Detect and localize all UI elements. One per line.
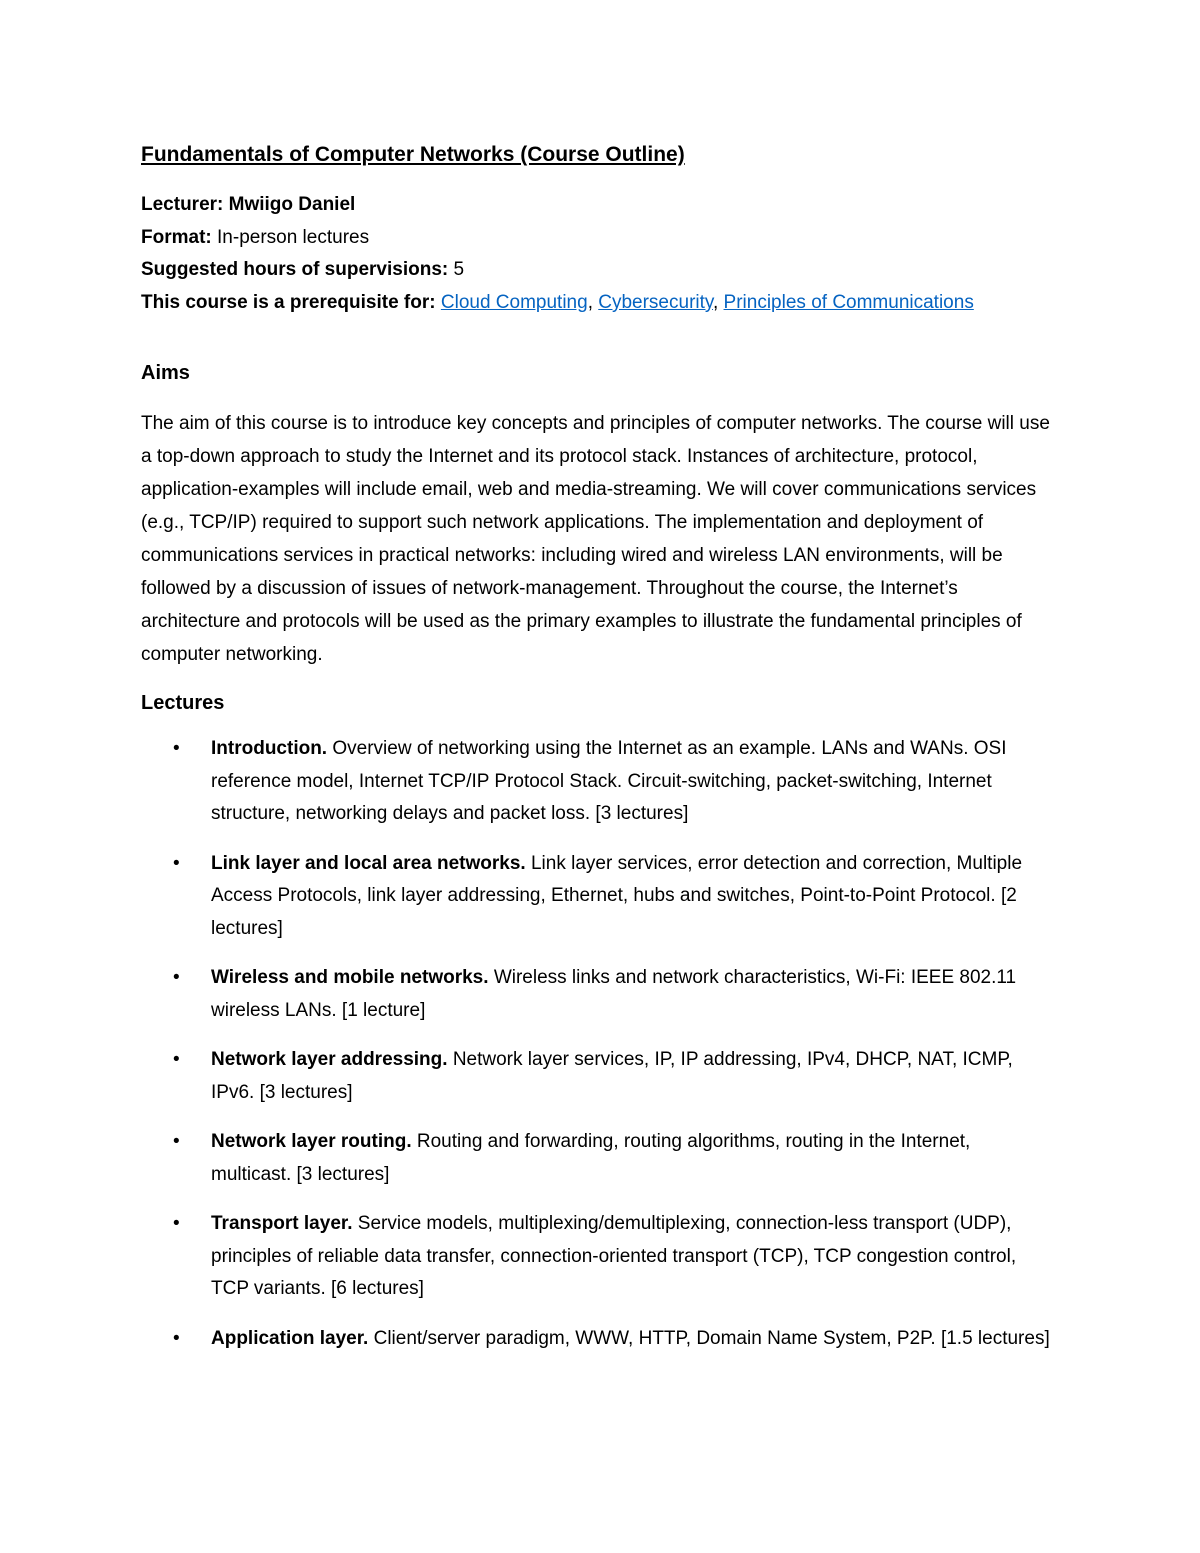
hours-value: 5 — [453, 259, 465, 281]
format-label: Format: — [141, 226, 212, 248]
bullet-icon: • — [173, 1049, 180, 1071]
format-value: In-person lectures — [217, 226, 370, 248]
lecture-title: Application layer. — [211, 1327, 369, 1349]
link-cloud-computing[interactable]: Cloud Computing — [440, 291, 588, 313]
page-title: Fundamentals of Computer Networks (Course Outline) — [141, 143, 685, 166]
lecture-title: Network layer addressing. — [211, 1049, 448, 1071]
list-item — [173, 1323, 1051, 1356]
lecture-title: Network layer routing. — [211, 1131, 412, 1153]
list-item — [173, 1044, 1051, 1109]
aims-paragraph: The aim of this course is to introduce key concepts and principles of computer networks. The course will use a top-down approach to study the Internet and its protocol stack. Instances of architecture, protocol, application-examples will include email, web and media-streaming. We will cover communications services (e.g., TCP/IP) required to support such network applications. The implementation and deployment of communications services in practical networks: including wired and wireless LAN environments, will be followed by a discussion of issues of network-management. Throughout the course, the Internet’s architecture and protocols will be used as the primary examples to illustrate the fundamental principles of computer networking. — [141, 413, 1050, 666]
lecture-body: Link layer services, error detection and correction, Multiple Access Protocols, link layer addressing, Ethernet, hubs and switches, Point-to-Point Protocol. [2 lectures] — [211, 852, 1023, 939]
prerequisite-line: This course is a prerequisite for: Cloud Computing, Cybersecurity, Principles of Communications — [141, 291, 974, 313]
lecture-list — [141, 733, 1061, 1355]
list-item — [173, 1126, 1051, 1191]
lecturer-text: Lecturer: Mwiigo Daniel — [141, 194, 356, 216]
lecture-title: Wireless and mobile networks. — [211, 967, 489, 989]
bullet-icon: • — [173, 1131, 180, 1153]
lecture-body: Service models, multiplexing/demultiplexing, connection-less transport (UDP), principles of reliable data transfer, connection-oriented transport (TCP), TCP congestion control, TCP variants. [6 lectures] — [211, 1213, 1017, 1300]
document-page — [141, 140, 1061, 1372]
list-item — [173, 1208, 1051, 1306]
lecture-title: Link layer and local area networks. — [211, 852, 526, 874]
bullet-icon: • — [173, 1327, 180, 1349]
hours-label: Suggested hours of supervisions: — [141, 259, 449, 281]
list-item — [173, 733, 1051, 831]
prerequisite-label: This course is a prerequisite for: — [141, 291, 436, 313]
format-line — [141, 222, 1061, 255]
bullet-icon: • — [173, 967, 180, 989]
link-principles-of-communications[interactable]: Principles of Communications — [723, 291, 974, 313]
lectures-heading: Lectures — [141, 692, 225, 715]
list-item — [173, 962, 1051, 1027]
aims-heading: Aims — [141, 362, 190, 385]
bullet-icon: • — [173, 738, 180, 760]
lecture-title: Transport layer. — [211, 1213, 353, 1235]
link-cybersecurity[interactable]: Cybersecurity — [598, 291, 713, 313]
lecture-body: Network layer services, IP, IP addressing, IPv4, DHCP, NAT, ICMP, IPv6. [3 lectures] — [211, 1049, 1013, 1103]
lecture-title: Introduction. — [211, 738, 328, 760]
list-item — [173, 848, 1051, 946]
lecture-body: Overview of networking using the Internet as an example. LANs and WANs. OSI reference model, Internet TCP/IP Protocol Stack. Circuit-switching, packet-switching, Internet structure, networking delays and packet loss. [3 lectures] — [211, 738, 1007, 825]
hours-line — [141, 254, 1061, 287]
lecture-body: Routing and forwarding, routing algorithms, routing in the Internet, multicast. [3 lectures] — [211, 1131, 971, 1185]
bullet-icon: • — [173, 852, 180, 874]
lecturer-line — [141, 189, 1061, 222]
lecture-body: Wireless links and network characteristics, Wi-Fi: IEEE 802.11 wireless LANs. [1 lecture] — [211, 967, 1017, 1021]
bullet-icon: • — [173, 1213, 180, 1235]
lecture-body: Client/server paradigm, WWW, HTTP, Domain Name System, P2P. [1.5 lectures] — [373, 1327, 1050, 1349]
